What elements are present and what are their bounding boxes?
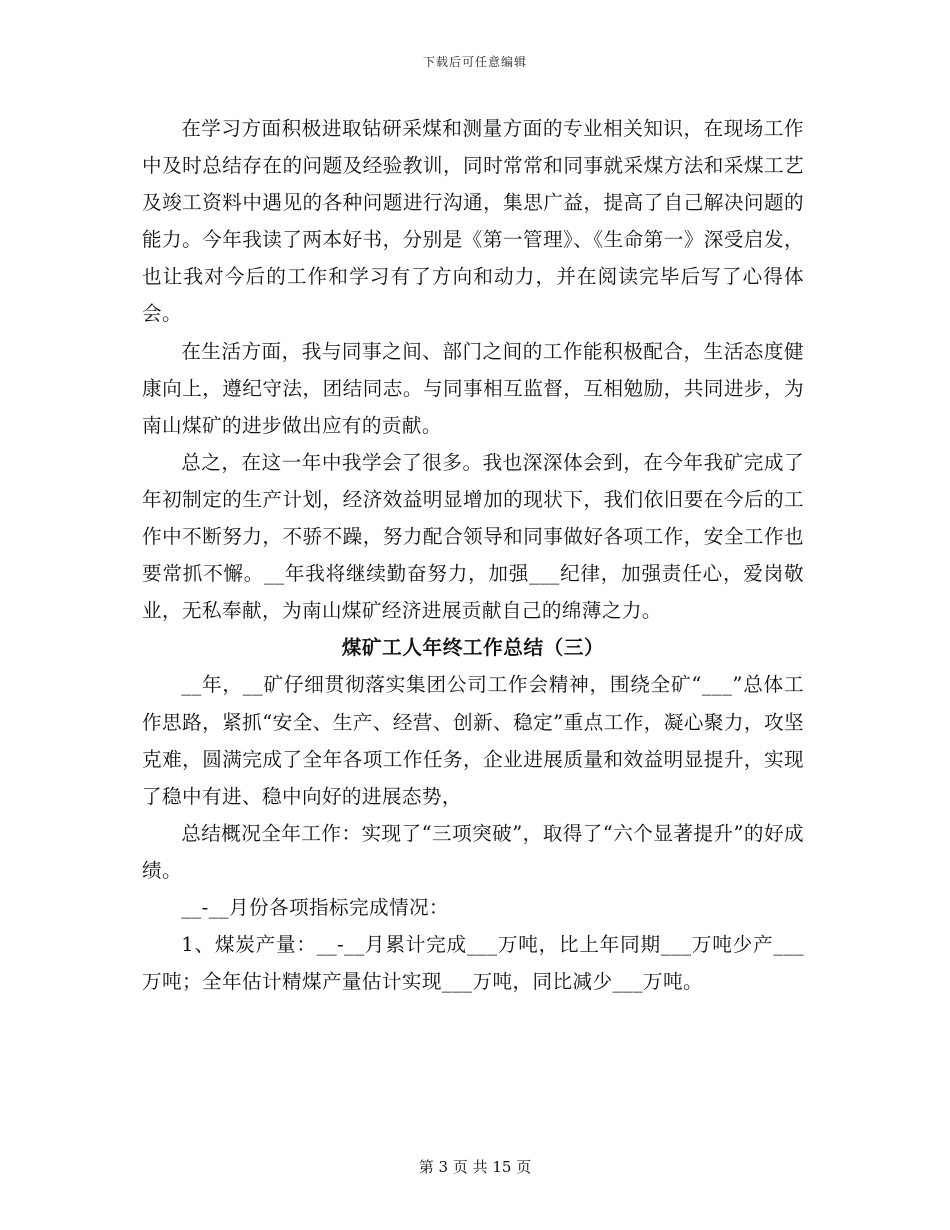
page-number: 第 3 页 共 15 页 <box>418 1158 532 1176</box>
paragraph-summary: 总结概况全年工作：实现了“三项突破”，取得了“六个显著提升”的好成绩。 <box>142 821 804 882</box>
paragraph-indicators-heading: __-__月份各项指标完成情况： <box>181 895 449 919</box>
page-header-note: 下载后可任意编辑 <box>422 55 527 69</box>
paragraph-overview: __年，__矿仔细贯彻落实集团公司工作会精神，围绕全矿“___”总体工作思路，紧抓“安全、生产、经营、创新、稳定”重点工作，凝心聚力，攻坚克难，圆满完成了全年各项工作任务，企业进展质量和效益明显提升，实现了稳中有进、稳中向好的进展态势， <box>142 673 804 808</box>
document-body <box>142 110 804 1000</box>
paragraph-coal-output: 1、煤炭产量：__-__月累计完成___万吨，比上年同期___万吨少产___万吨；全年估计精煤产量估计实现___万吨，同比减少___万吨。 <box>142 933 804 994</box>
paragraph-life: 在生活方面，我与同事之间、部门之间的工作能积极配合，生活态度健康向上，遵纪守法，团结同志。与同事相互监督，互相勉励，共同进步，为南山煤矿的进步做出应有的贡献。 <box>142 339 804 437</box>
paragraph-conclusion: 总之，在这一年中我学会了很多。我也深深体会到，在今年我矿完成了年初制定的生产计划，经济效益明显增加的现状下，我们依旧要在今后的工作中不断努力，不骄不躁，努力配合领导和同事做好各项工作，安全工作也要常抓不懈。__年我将继续勤奋努力，加强___纪律，加强责任心，爱岗敬业，无私奉献，为南山煤矿经济进展贡献自己的绵薄之力。 <box>142 450 804 623</box>
paragraph-study: 在学习方面积极进取钻研采煤和测量方面的专业相关知识，在现场工作中及时总结存在的问题及经验教训，同时常常和同事就采煤方法和采煤工艺及竣工资料中遇见的各种问题进行沟通，集思广益，提高了自己解决问题的能力。今年我读了两本好书，分别是《第一管理》、《生命第一》深受启发，也让我对今后的工作和学习有了方向和动力，并在阅读完毕后写了心得体会。 <box>142 117 804 326</box>
section-title: 煤矿工人年终工作总结（三） <box>341 636 605 660</box>
